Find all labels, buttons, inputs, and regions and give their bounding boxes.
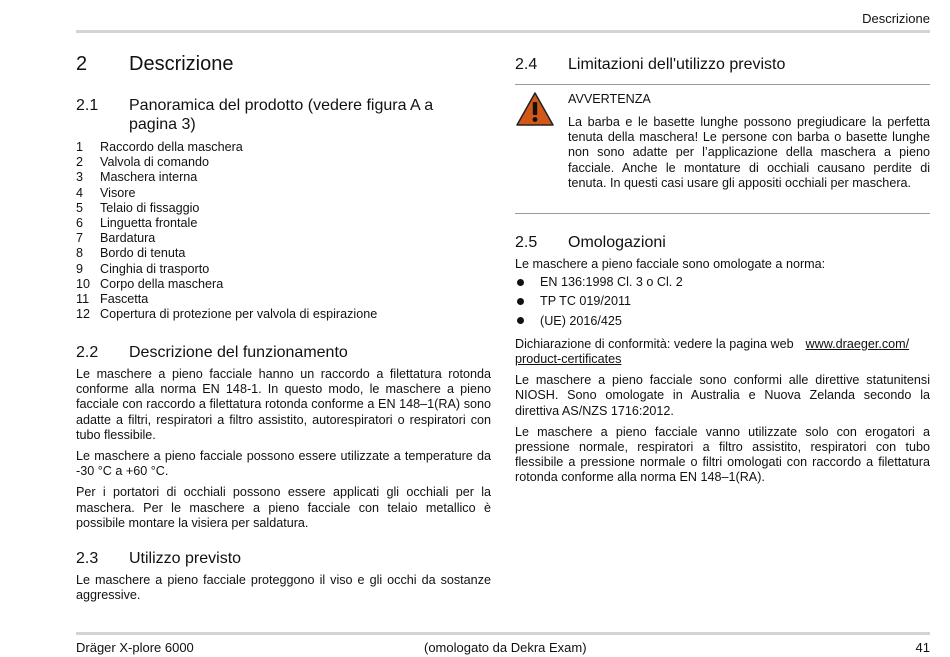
section-title: Omologazioni bbox=[568, 234, 666, 251]
list-item bbox=[76, 170, 496, 185]
paragraph: Le maschere a pieno facciale hanno un raccordo a filettatura rotonda conforme alla norma EN 148-1. In questo modo, le maschere a pieno facciale con raccordo a filettatura rotonda conforme a EN 148–1(RA) sono adatte a filtri, respiratori a filtro assistito, autorespiratori o respiratori con tubo flessibile. bbox=[76, 367, 491, 442]
footer-note: (omologato da Dekra Exam) bbox=[424, 640, 587, 655]
item-label: Linguetta frontale bbox=[100, 215, 198, 230]
bullet-icon bbox=[517, 279, 524, 286]
item-number: 3 bbox=[76, 170, 84, 185]
section-number: 2.1 bbox=[76, 97, 99, 114]
paragraph: Le maschere a pieno facciale sono conformi alle direttive statunitensi NIOSH. Sono omologate in Australia e Nuova Zelanda secondo la direttiva AS/NZS 1716:2012. bbox=[515, 373, 930, 418]
section-title-line1: Panoramica del prodotto (vedere figura A a bbox=[129, 97, 434, 114]
approval-list bbox=[515, 275, 930, 333]
paragraph: Le maschere a pieno facciale vanno utilizzate solo con erogatori a pressione normale, respiratori a filtro assistito, respiratori con tubo flessibile a pressione normale o filtri omologati con raccordo a filettatura rotonda conforme alla norma EN 148–1(RA). bbox=[515, 424, 930, 485]
item-number: 2 bbox=[76, 155, 84, 170]
list-item bbox=[76, 216, 496, 231]
warning-title: AVVERTENZA bbox=[568, 92, 651, 106]
list-item bbox=[76, 292, 496, 307]
item-label: Copertura di protezione per valvola di espirazione bbox=[100, 307, 378, 322]
list-item bbox=[76, 307, 496, 322]
section-2-2-heading bbox=[76, 343, 496, 363]
item-label: Valvola di comando bbox=[100, 155, 209, 170]
paragraph: Le maschere a pieno facciale proteggono il viso e gli occhi da sostanze aggressive. bbox=[76, 573, 491, 603]
paragraph: Le maschere a pieno facciale sono omologate a norma: bbox=[515, 257, 826, 271]
header-rule bbox=[76, 30, 930, 33]
section-number: 2.2 bbox=[76, 344, 99, 361]
item-number: 12 bbox=[76, 307, 91, 322]
running-header: Descrizione bbox=[862, 11, 930, 26]
warning-box bbox=[515, 84, 930, 214]
section-title: Utilizzo previsto bbox=[129, 550, 242, 567]
item-number: 1 bbox=[76, 140, 84, 154]
conformity-paragraph: Dichiarazione di conformità: vedere la pagina web www.draeger.com/ product-certificates bbox=[515, 336, 910, 366]
section-2-3-heading bbox=[76, 549, 496, 569]
chapter-number: 2 bbox=[76, 53, 88, 75]
item-label: Raccordo della maschera bbox=[100, 140, 243, 154]
certificates-link[interactable]: www.draeger.com/ bbox=[805, 336, 910, 351]
chapter-title: Descrizione bbox=[129, 53, 234, 75]
item-number: 11 bbox=[76, 291, 90, 306]
section-2-3-body bbox=[76, 573, 491, 609]
page-number: 41 bbox=[915, 640, 930, 655]
warning-text: La barba e le basette lunghe possono pregiudicare la perfetta tenuta della maschera! Le persone con barba o basette lunghe non sono adatte per l’applicazione della maschera a pieno facciale. Anche le montature di occhiali causano perdite di tenuta. In questi casi usare gli appositi occhiali per maschera. bbox=[568, 115, 930, 190]
section-2-2-body bbox=[76, 367, 491, 537]
item-label: Fascetta bbox=[100, 291, 149, 306]
section-2-5-heading bbox=[515, 233, 930, 253]
list-item bbox=[76, 262, 496, 277]
section-title: Descrizione del funzionamento bbox=[129, 344, 348, 361]
item-label: Bardatura bbox=[100, 231, 156, 246]
item-label: Corpo della maschera bbox=[100, 276, 224, 291]
bullet-icon bbox=[517, 317, 524, 324]
item-label: Telaio di fissaggio bbox=[100, 200, 200, 215]
section-title: Limitazioni dell'utilizzo previsto bbox=[568, 56, 786, 73]
list-item bbox=[76, 231, 496, 246]
list-item bbox=[76, 155, 496, 170]
item-number: 8 bbox=[76, 246, 84, 261]
paragraph: Per i portatori di occhiali possono essere applicati gli occhiali per la maschera. Per le maschere a pieno facciale con telaio metallico è possibile montare la visiera per saldatura. bbox=[76, 485, 491, 530]
section-2-4-heading bbox=[515, 55, 930, 75]
item-label: Cinghia di trasporto bbox=[100, 261, 210, 276]
bullet-icon bbox=[517, 298, 524, 305]
list-item bbox=[76, 186, 496, 201]
section-number: 2.4 bbox=[515, 56, 538, 73]
section-2-1-heading bbox=[76, 96, 496, 136]
item-number: 7 bbox=[76, 231, 84, 246]
list-item: TP TC 019/2011 bbox=[515, 294, 930, 313]
item-number: 6 bbox=[76, 215, 84, 230]
list-item: (UE) 2016/425 bbox=[515, 314, 930, 333]
list-item bbox=[76, 246, 496, 261]
footer-rule bbox=[76, 632, 930, 635]
footer-product: Dräger X-plore 6000 bbox=[76, 640, 194, 655]
list-item bbox=[76, 201, 496, 216]
section-number: 2.5 bbox=[515, 234, 538, 251]
section-2-5-body bbox=[515, 257, 930, 492]
item-label: Bordo di tenuta bbox=[100, 246, 186, 261]
item-number: 9 bbox=[76, 261, 84, 276]
list-item bbox=[76, 140, 496, 155]
certificates-link-cont[interactable]: product-certificates bbox=[515, 351, 622, 366]
warning-triangle-icon bbox=[515, 91, 555, 127]
section-number: 2.3 bbox=[76, 550, 99, 567]
item-label: Visore bbox=[100, 185, 136, 200]
section-title-line2: pagina 3) bbox=[129, 116, 196, 133]
item-number: 4 bbox=[76, 185, 84, 200]
list-item bbox=[76, 277, 496, 292]
item-number: 5 bbox=[76, 200, 84, 215]
paragraph: Le maschere a pieno facciale possono essere utilizzate a temperature da -30 °C a +60 °C. bbox=[76, 449, 491, 479]
item-label: Maschera interna bbox=[100, 170, 198, 185]
list-item: EN 136:1998 Cl. 3 o Cl. 2 bbox=[515, 275, 930, 294]
component-list-container bbox=[76, 140, 496, 322]
item-number: 10 bbox=[76, 276, 91, 291]
component-list bbox=[76, 140, 496, 322]
